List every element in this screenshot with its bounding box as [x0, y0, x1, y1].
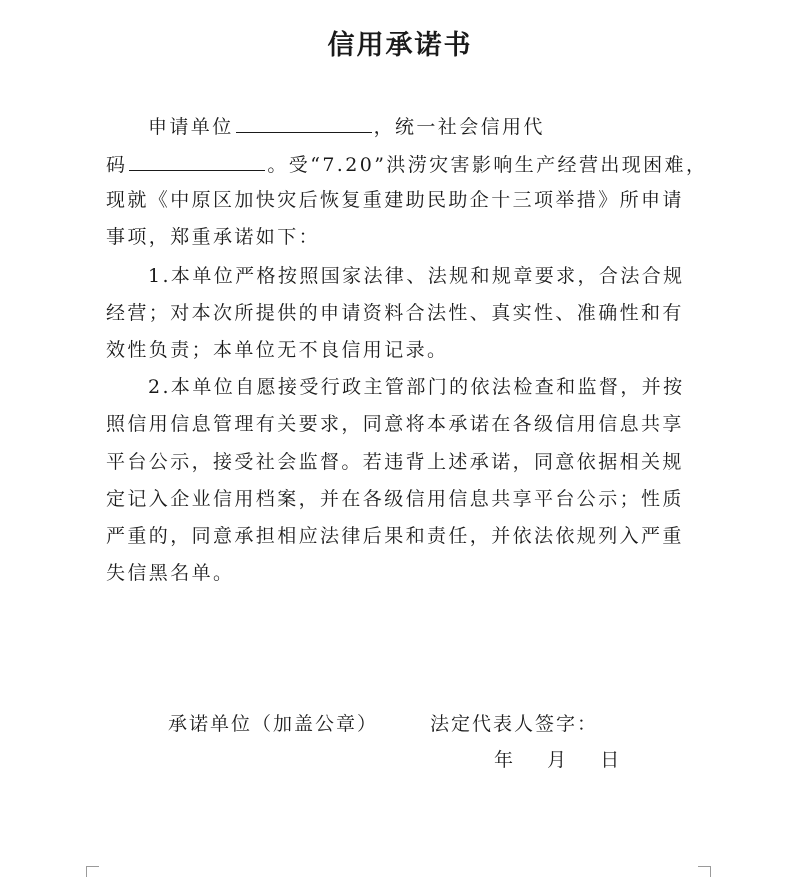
signature-rep-label: 法定代表人签字： [430, 713, 599, 735]
intro-line-4: 事项，郑重承诺如下： [106, 226, 321, 248]
clause-1-line-2: 经营；对本次所提供的申请资料合法性、真实性、准确性和有 [106, 302, 684, 324]
date-day: 日 [600, 749, 620, 771]
credit-code-blank[interactable] [129, 150, 265, 171]
clause-2-line-3: 平台公示，接受社会监督。若违背上述承诺，同意依据相关规 [106, 451, 684, 473]
date-month: 月 [547, 749, 567, 771]
intro-line-3: 现就《中原区加快灾后恢复重建助民助企十三项举措》所申请 [106, 189, 684, 211]
intro-line-1 [148, 112, 545, 141]
clause-2-line-6: 失信黑名单。 [106, 562, 235, 584]
clause-2-line-1: 2.本单位自愿接受行政主管部门的依法检查和监督，并按 [148, 376, 685, 398]
clause-1-line-1: 1.本单位严格按照国家法律、法规和规章要求，合法合规 [148, 265, 685, 287]
applicant-label: 申请单位 [148, 116, 234, 138]
clause-1-line-3: 效性负责；本单位无不良信用记录。 [106, 339, 449, 361]
date-year: 年 [494, 749, 514, 771]
applicant-tail: ，统一社会信用代 [373, 116, 545, 138]
intro-line-2 [106, 150, 707, 179]
clause-2-line-4: 定记入企业信用档案，并在各级信用信息共享平台公示；性质 [106, 488, 684, 510]
code-tail: 。受“7.20”洪涝灾害影响生产经营出现困难， [267, 154, 708, 176]
page-corner-mark-right [698, 866, 711, 877]
code-label: 码 [106, 154, 128, 176]
signature-date [494, 746, 619, 774]
clause-2-line-2: 照信用信息管理有关要求，同意将本承诺在各级信用信息共享 [106, 413, 684, 435]
page-corner-mark-left [86, 866, 99, 877]
signature-unit-label: 承诺单位（加盖公章） [168, 713, 379, 735]
clause-2-line-5: 严重的，同意承担相应法律后果和责任，并依法依规列入严重 [106, 525, 684, 547]
applicant-blank[interactable] [236, 112, 372, 133]
document-title: 信用承诺书 [327, 30, 473, 61]
